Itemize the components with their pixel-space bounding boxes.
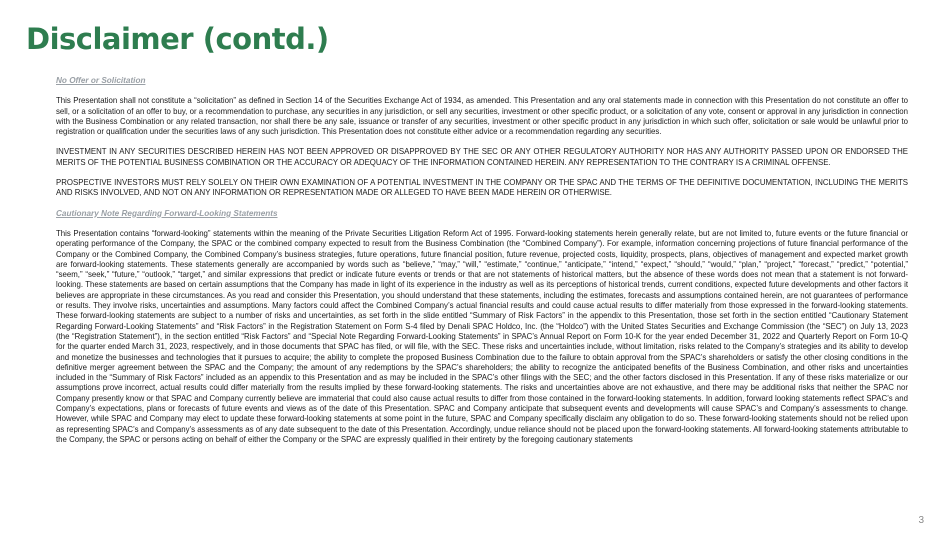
paragraph: This Presentation shall not constitute a “solicitation” as defined in Section 14 of the Securities Exchange Act of 1934, as amended. This Presentation and any oral statements made in connection with this Presentation do not constitute an offer to sell, or a solicitation of an offer to buy, or a recommendation to purchase, any securities in any jurisdiction, or sell any securities, investment or other specific product, or a solicitation of any vote, consent or approval in any jurisdiction in connection with the Business Combination or any related transaction, nor shall there be any sale, issuance or transfer of any securities, investment or other specific product in any jurisdiction in which such offer, solicitation or sale would be unlawful prior to registration or qualification under the securities laws of any such jurisdiction. This Presentation does not constitute either advice or a recommendation regarding any securities. [56,96,908,137]
section-heading: No Offer or Solicitation [56,76,146,85]
disclaimer-content [56,76,908,454]
section-no-offer [56,76,908,199]
paragraph: INVESTMENT IN ANY SECURITIES DESCRIBED HEREIN HAS NOT BEEN APPROVED OR DISAPPROVED BY THE SEC OR ANY OTHER REGULATORY AUTHORITY NOR HAS ANY AUTHORITY PASSED UPON OR ENDORSED THE MERITS OF THE POTENTIAL BUSINESS COMBINATION OR THE ACCURACY OR ADEQUACY OF THE INFORMATION CONTAINED HEREIN. ANY REPRESENTATION TO THE CONTRARY IS A CRIMINAL OFFENSE. [56,147,908,167]
paragraph: PROSPECTIVE INVESTORS MUST RELY SOLELY ON THEIR OWN EXAMINATION OF A POTENTIAL INVESTMENT IN THE COMPANY OR THE SPAC AND THE TERMS OF THE DEFINITIVE DOCUMENTATION, INCLUDING THE MERITS AND RISKS INVOLVED, AND NOT ON ANY INFORMATION OR REPRESENTATION MADE OR ALLEGED TO HAVE BEEN MADE HEREIN OR OTHERWISE. [56,178,908,198]
page-number: 3 [918,515,924,526]
section-heading: Cautionary Note Regarding Forward-Looking Statements [56,208,278,218]
paragraph: This Presentation contains “forward-looking” statements within the meaning of the Private Securities Litigation Reform Act of 1995. Forward-looking statements herein generally relate, but are not limited to, future events or the future financial or operating performance of the Company, the SPAC or the combined company expected to result from the Business Combination (the “Combined Company”). For example, information concerning projections of future financial performance of the Company or the Combined Company, the Combined Company’s business strategies, future operations, future financial position, future revenue, projected costs, liquidity, prospects, plans, objectives of management and expected market growth are forward-looking statements. These statements generally are accompanied by words such as “believe,” “may,” “will,” “estimate,” “continue,” “anticipate,” “intend,” “expect,” “should,” “would,” “plan,” “project,” “forecast,” “predict,” “potential,” “seem,” “seek,” “future,” “outlook,” “target,” and similar expressions that predict or indicate future events or trends or that are not statements of historical matters, but the absence of these words does not mean that a statement is not forward-looking. These statements are based on certain assumptions that the Company has made in light of its experience in the industry as well as its perceptions of historical trends, current conditions, expected future developments and other factors it believes are appropriate in these circumstances. As you read and consider this Presentation, you should understand that these statements, including the estimates, forecasts and assumptions contained herein, are not guarantees of performance or results. They involve risks, uncertainties and assumptions. Many factors could affect the Combined Company’s actual financial results and could cause actual results to differ materially from those expressed in the forward-looking statements. These forward-looking statements are subject to a number of risks and uncertainties, as set forth in the slide entitled “Summary of Risk Factors” in the appendix to this Presentation, those set forth in the section entitled “Cautionary Statement Regarding Forward-Looking Statements” and “Risk Factors” in the Registration Statement on Form S-4 filed by Denali SPAC Holdco, Inc. (the “Holdco”) with the United States Securities and Exchange Commission (the “SEC”) on July 13, 2023 (the “Registration Statement”), in the section entitled “Risk Factors” and “Special Note Regarding Forward-Looking Statements” in SPAC’s Annual Report on Form 10-K for the year ended December 31, 2022 and Quarterly Report on Form 10-Q for the quarter ended March 31, 2023, respectively, and in those documents that SPAC has filed, or will file, with the SEC. These risks and uncertainties include, without limitation, risks related to the Company’s strategies and its ability to develop and monetize the businesses and technologies that it pursues to acquire; the ability to complete the proposed Business Combination due to the failure to obtain approval from the SPAC’s shareholders or satisfy the other closing conditions in the definitive merger agreement between the SPAC and the Company; the amount of any redemptions by the SPAC’s shareholders; the ability to recognize the anticipated benefits of the Business Combination, and other risks and uncertainties included in the “Summary of Risk Factors” included as an appendix to this Presentation and as may be included in the SPAC’s other filings with the SEC; and the other factors disclosed in this Presentation. If any of these risks materialize or our assumptions prove incorrect, actual results could differ materially from the results implied by these forward-looking statements. The risks and uncertainties above are not exhaustive, and there may be additional risks that neither the SPAC nor Company presently know or that SPAC and Company currently believe are immaterial that could also cause actual results to differ from those contained in the forward-looking statements. In addition, forward looking statements reflect SPAC’s and Company’s expectations, plans or forecasts of future events and views as of the date of this Presentation. SPAC and Company anticipate that subsequent events and developments will cause SPAC’s and Company’s assessments to change. However, while SPAC and Company may elect to update these forward-looking statements at some point in the future, SPAC and Company specifically disclaim any obligation to do so. These forward-looking statements should not be relied upon as representing SPAC’s and Company’s assessments as of any date subsequent to the date of this Presentation. Accordingly, undue reliance should not be placed upon the forward-looking statements. All forward-looking statements attributable to the Company, the SPAC or persons acting on behalf of either the Company or the SPAC are expressly qualified in their entirety by the foregoing cautionary statements [56,228,908,444]
page-title: Disclaimer (contd.) [26,22,329,56]
section-forward-looking [56,209,908,446]
